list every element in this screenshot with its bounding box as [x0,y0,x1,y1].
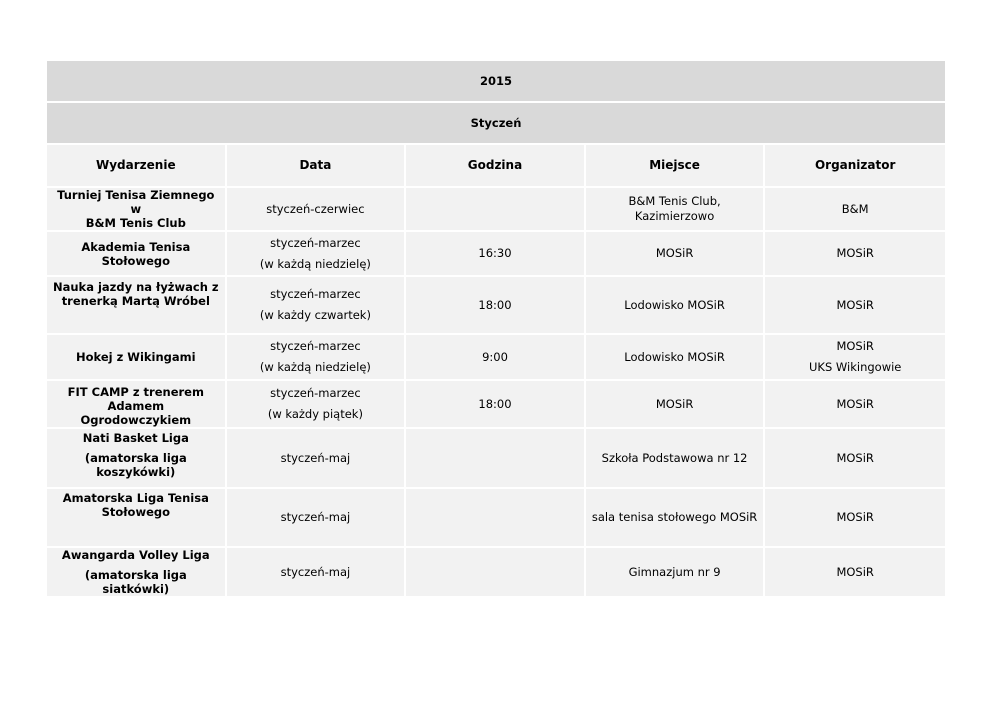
event-date: styczeń-marzec (w każdy piątek) [227,381,407,429]
event-name: Awangarda Volley Liga (amatorska liga siatkówki) [47,548,227,598]
event-organizer: MOSiR [765,232,945,277]
table-row [47,277,945,335]
event-place: Lodowisko MOSiR [586,335,766,381]
table-row [47,381,945,429]
event-time: 16:30 [406,232,586,277]
event-name: Nati Basket Liga (amatorska liga koszykówki) [47,429,227,489]
event-time [406,188,586,232]
column-header-time: Godzina [406,145,586,188]
event-name: Turniej Tenisa Ziemnego w B&M Tenis Club [47,188,227,232]
column-header-place: Miejsce [586,145,766,188]
event-organizer: MOSiR [765,548,945,598]
event-name: FIT CAMP z trenerem Adamem Ogrodowczykiem [47,381,227,429]
event-date: styczeń-marzec (w każdą niedzielę) [227,232,407,277]
event-organizer: MOSiR [765,277,945,335]
event-place: MOSiR [586,381,766,429]
event-place: Szkoła Podstawowa nr 12 [586,429,766,489]
year-title: 2015 [47,61,945,103]
table-row [47,188,945,232]
event-time: 9:00 [406,335,586,381]
table-row [47,335,945,381]
event-time: 18:00 [406,277,586,335]
table-row [47,429,945,489]
event-name: Amatorska Liga Tenisa Stołowego [47,489,227,548]
event-time [406,548,586,598]
event-place: sala tenisa stołowego MOSiR [586,489,766,548]
event-name: Hokej z Wikingami [47,335,227,381]
event-date: styczeń-marzec (w każdą niedzielę) [227,335,407,381]
column-header-event: Wydarzenie [47,145,227,188]
table-row [47,548,945,598]
event-name: Akademia Tenisa Stołowego [47,232,227,277]
event-place: Gimnazjum nr 9 [586,548,766,598]
event-place: Lodowisko MOSiR [586,277,766,335]
column-header-organizer: Organizator [765,145,945,188]
event-date: styczeń-maj [227,548,407,598]
event-date: styczeń-czerwiec [227,188,407,232]
event-time [406,429,586,489]
event-name: Nauka jazdy na łyżwach z trenerką Martą Wróbel [47,277,227,335]
event-organizer: MOSiR [765,381,945,429]
event-time: 18:00 [406,381,586,429]
event-organizer: MOSiR [765,489,945,548]
table-row [47,489,945,548]
events-table [47,61,945,598]
table-row [47,232,945,277]
event-organizer: MOSiR [765,429,945,489]
event-organizer: MOSiR UKS Wikingowie [765,335,945,381]
event-date: styczeń-marzec (w każdy czwartek) [227,277,407,335]
event-organizer: B&M [765,188,945,232]
event-place: MOSiR [586,232,766,277]
month-title: Styczeń [47,103,945,145]
event-date: styczeń-maj [227,489,407,548]
event-date: styczeń-maj [227,429,407,489]
event-place: B&M Tenis Club, Kazimierzowo [586,188,766,232]
column-header-date: Data [227,145,407,188]
event-time [406,489,586,548]
